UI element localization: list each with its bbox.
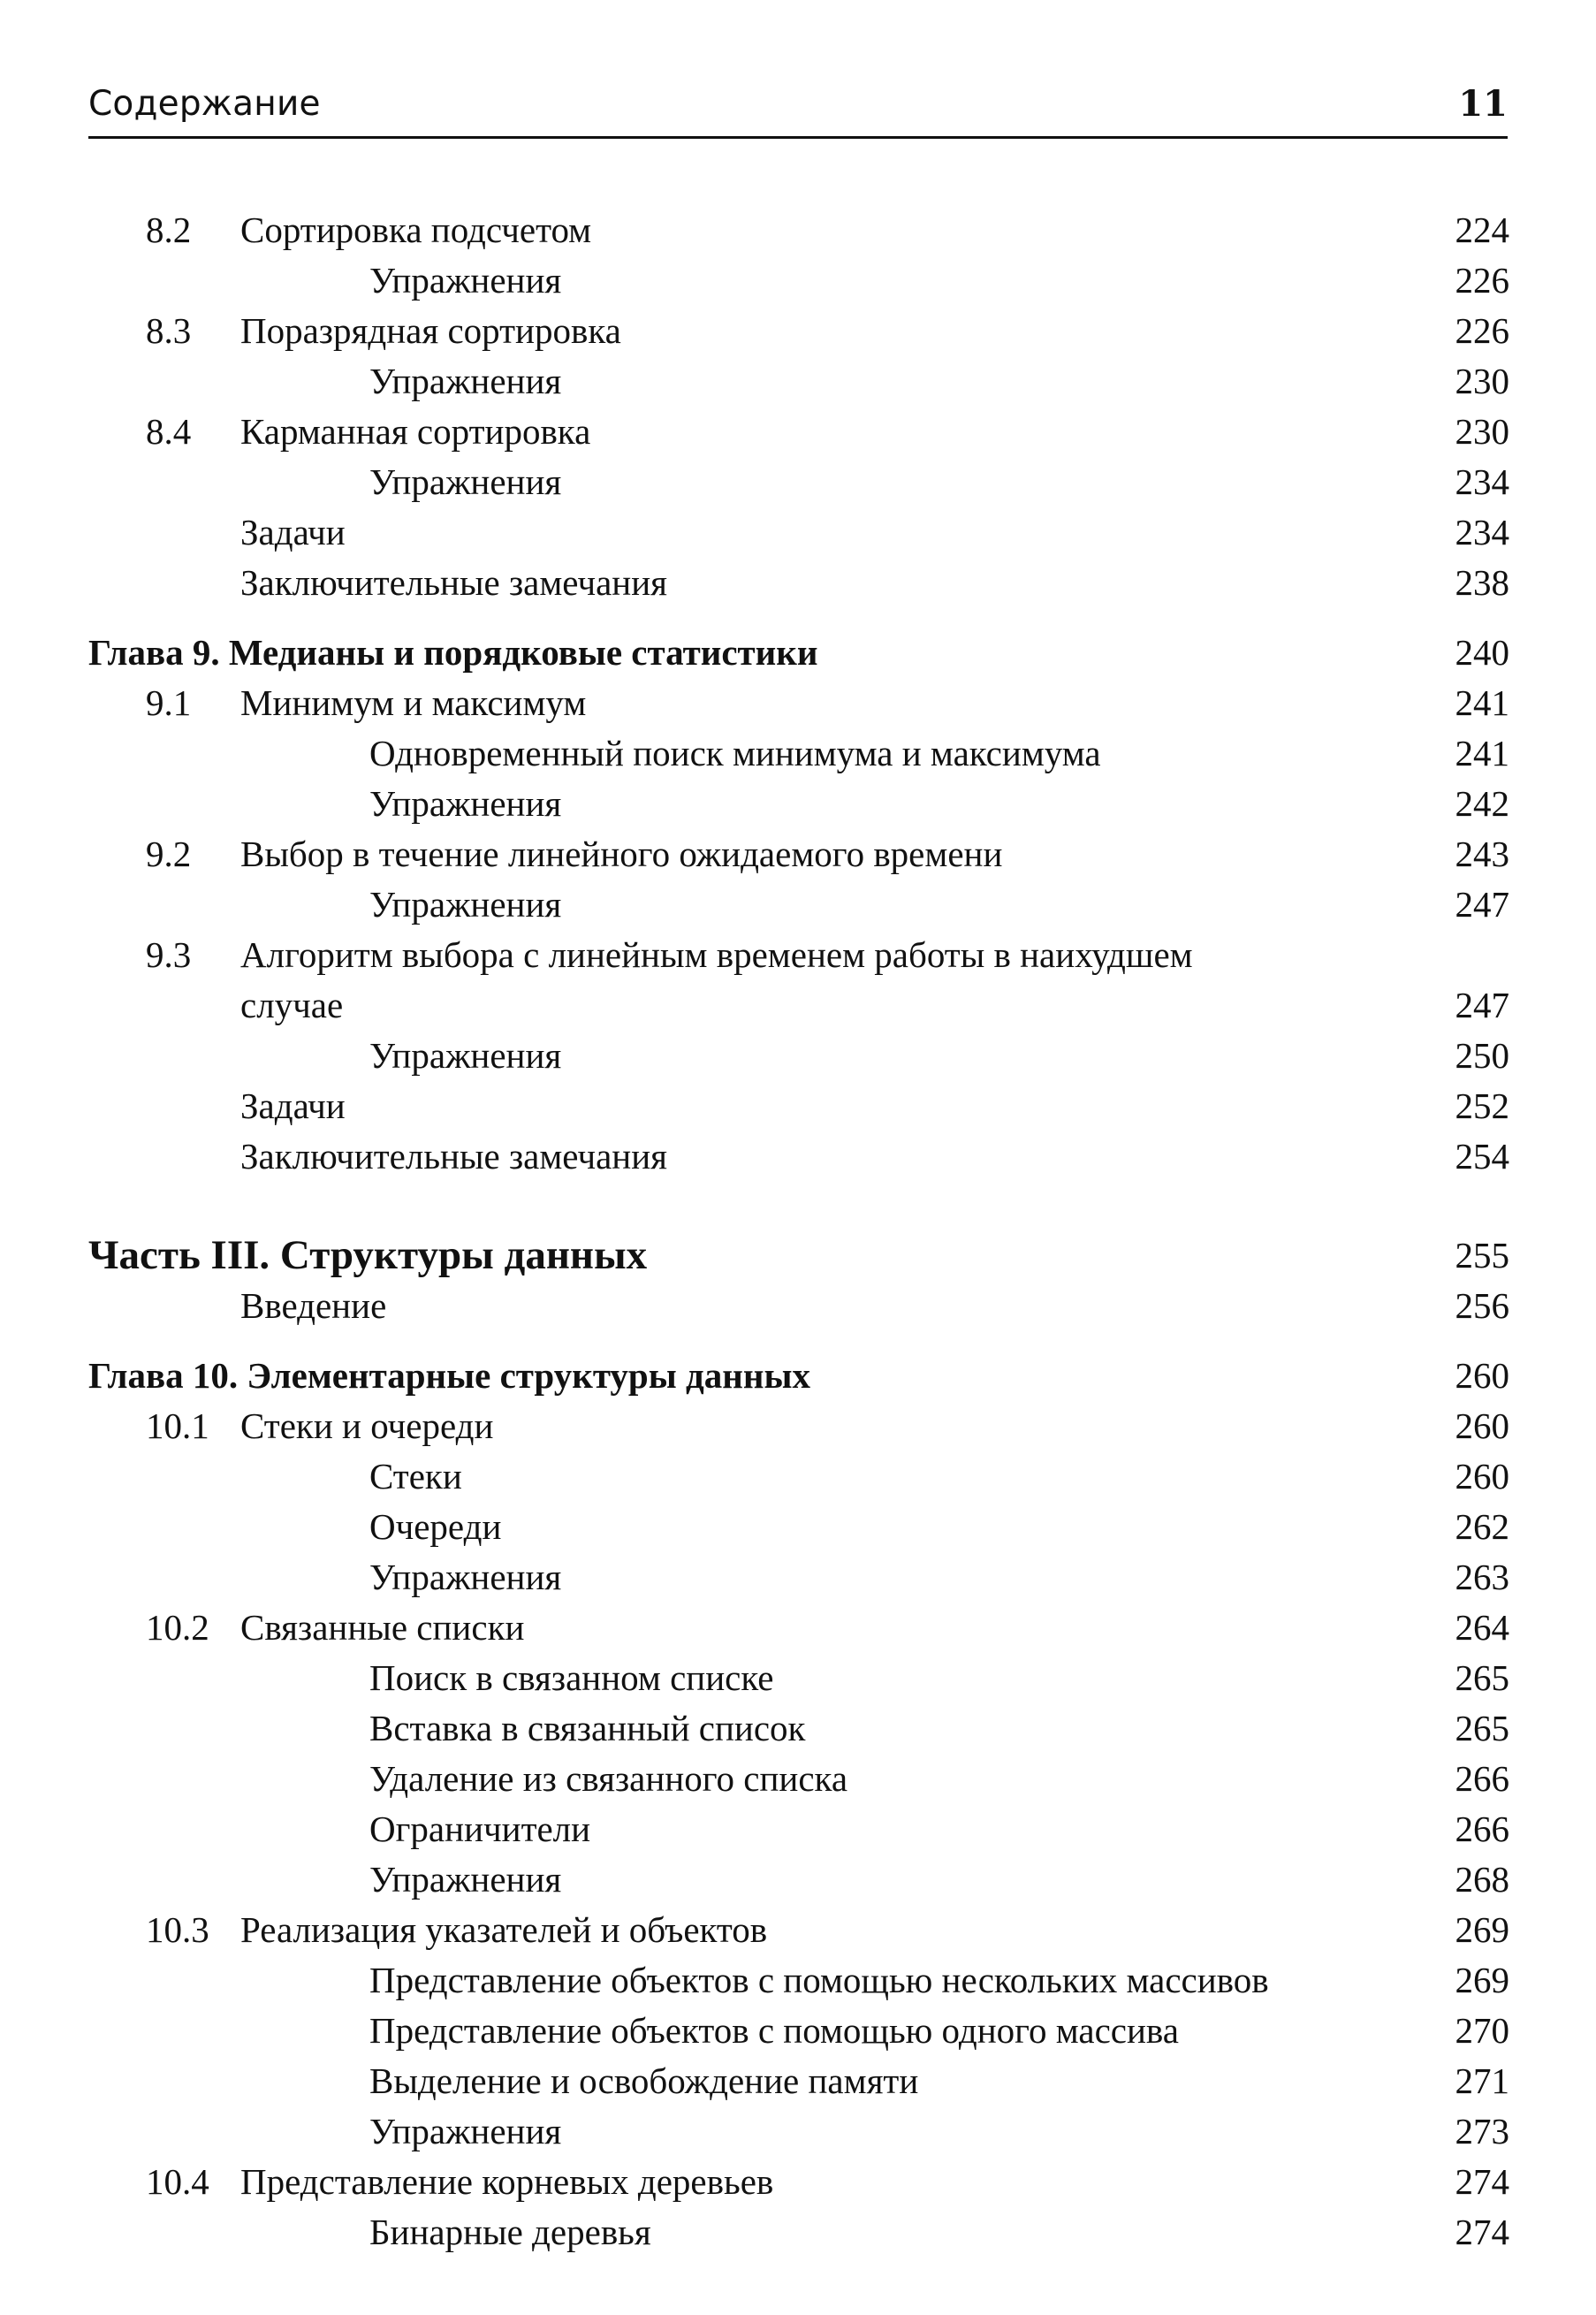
toc-entry-title: Упражнения	[369, 1859, 562, 1900]
toc-entry-chapter	[88, 1351, 1509, 1401]
toc-page-number: 224	[1455, 209, 1509, 250]
spacer	[88, 1182, 1509, 1230]
toc-entry-section	[88, 205, 1509, 255]
toc-page-number: 265	[1455, 1708, 1509, 1748]
toc-entry-notes	[88, 1131, 1509, 1182]
toc-entry-subsection	[88, 728, 1509, 779]
toc-page-number: 260	[1455, 1355, 1509, 1396]
toc-entry-subsection	[88, 2207, 1509, 2258]
toc-page-number: 270	[1455, 2010, 1509, 2051]
toc-entry-title: Заключительные замечания	[240, 1136, 668, 1177]
toc-entry-continuation	[88, 980, 1509, 1031]
toc-page-number: 241	[1455, 682, 1509, 723]
spacer	[88, 1331, 1509, 1351]
toc-page-number: 234	[1455, 512, 1509, 552]
toc-page-number: 263	[1455, 1557, 1509, 1597]
toc-entry-subsection	[88, 1804, 1509, 1854]
toc-entry-title: Упражнения	[369, 1035, 562, 1076]
toc-entry-title: Очереди	[369, 1506, 502, 1547]
toc-entry-title: Связанные списки	[240, 1607, 525, 1648]
toc-page-number: 269	[1455, 1909, 1509, 1950]
toc-entry-title: Заключительные замечания	[240, 562, 668, 603]
toc-entry-section	[88, 2157, 1509, 2207]
toc-section-number: 9.1	[146, 682, 192, 723]
toc-entry-title: Бинарные деревья	[369, 2212, 651, 2252]
toc-section-number: 9.2	[146, 834, 192, 874]
toc-section-number: 8.3	[146, 310, 192, 351]
toc-entry-subsection	[88, 255, 1509, 306]
toc-entry-title: Карманная сортировка	[240, 411, 591, 452]
toc-entry-subsection	[88, 1854, 1509, 1905]
toc-entry-title: Упражнения	[369, 884, 562, 925]
toc-entry-part	[88, 1230, 1509, 1281]
toc-entry-title: Введение	[240, 1285, 387, 1326]
toc-entry-section	[88, 930, 1509, 980]
toc-page-number: 230	[1455, 361, 1509, 401]
toc-section-number: 10.2	[146, 1607, 209, 1648]
toc-chapter-title: Глава 9. Медианы и порядковые статистики	[88, 632, 818, 673]
toc-entry-title: Поразрядная сортировка	[240, 310, 621, 351]
toc-page-number: 243	[1455, 834, 1509, 874]
toc-entry-section	[88, 407, 1509, 457]
toc-entry-subsection	[88, 1955, 1509, 2006]
toc-entry-title: Выделение и освобождение памяти	[369, 2060, 919, 2101]
toc-entry-subsection	[88, 1552, 1509, 1603]
toc-entry-chapter	[88, 628, 1509, 678]
toc-entry-title: Упражнения	[369, 1557, 562, 1597]
toc-page-number: 242	[1455, 783, 1509, 824]
toc-entry-title: Задачи	[240, 512, 346, 552]
toc-entry-title: Представление объектов с помощью нескольких массивов	[369, 1960, 1269, 2000]
toc-entry-subsection	[88, 880, 1509, 930]
toc-page-number: 274	[1455, 2161, 1509, 2202]
toc-page-number: 238	[1455, 562, 1509, 603]
toc-section-number: 10.1	[146, 1405, 209, 1446]
toc-section-number: 10.4	[146, 2161, 209, 2202]
toc-part-title: Часть III. Структуры данных	[88, 1232, 648, 1278]
toc-entry-title: Стеки	[369, 1456, 462, 1496]
toc-entry-title: Представление корневых деревьев	[240, 2161, 774, 2202]
toc-entry-section	[88, 678, 1509, 728]
toc-entry-title: Вставка в связанный список	[369, 1708, 806, 1748]
toc-page-number: 247	[1455, 884, 1509, 925]
toc-entry-title: Минимум и максимум	[240, 682, 587, 723]
toc-entry-title: Алгоритм выбора с линейным временем работы в наихудшем	[240, 934, 1193, 975]
toc-entry-subsection	[88, 1703, 1509, 1754]
toc-page-number: 260	[1455, 1405, 1509, 1446]
toc-entry-subsection	[88, 2106, 1509, 2157]
toc-page-number: 256	[1455, 1285, 1509, 1326]
toc-page-number: 254	[1455, 1136, 1509, 1177]
toc-entry-title: Реализация указателей и объектов	[240, 1909, 768, 1950]
toc-entry-subsection	[88, 779, 1509, 829]
toc-entry-subsection	[88, 2006, 1509, 2056]
toc-page-number: 271	[1455, 2060, 1509, 2101]
toc-page-number: 250	[1455, 1035, 1509, 1076]
toc-entry-section	[88, 306, 1509, 356]
toc-entry-subsection	[88, 457, 1509, 507]
toc-page-number: 252	[1455, 1085, 1509, 1126]
toc-entry-problems	[88, 1081, 1509, 1131]
toc-entry-title: случае	[240, 985, 344, 1025]
toc-entry-section	[88, 1603, 1509, 1653]
toc-section-number: 9.3	[146, 934, 192, 975]
toc-entry-title: Упражнения	[369, 461, 562, 502]
toc-entry-title: Упражнения	[369, 2111, 562, 2151]
toc-page-number: 265	[1455, 1657, 1509, 1698]
toc-entry-subsection	[88, 2056, 1509, 2106]
toc-chapter-title: Глава 10. Элементарные структуры данных	[88, 1355, 810, 1396]
toc-entry-section	[88, 1401, 1509, 1451]
toc-page-number: 260	[1455, 1456, 1509, 1496]
toc-page-number: 240	[1455, 632, 1509, 673]
toc-page-number: 273	[1455, 2111, 1509, 2151]
toc-page-number: 264	[1455, 1607, 1509, 1648]
toc-entry-subsection	[88, 1502, 1509, 1552]
toc-entry-title: Одновременный поиск минимума и максимума	[369, 733, 1101, 773]
toc-entry-subsection	[88, 1653, 1509, 1703]
toc-entry-title: Упражнения	[369, 260, 562, 301]
table-of-contents	[88, 205, 1509, 2258]
toc-entry-introduction	[88, 1281, 1509, 1331]
toc-entry-subsection	[88, 1031, 1509, 1081]
toc-entry-problems	[88, 507, 1509, 558]
toc-entry-subsection	[88, 356, 1509, 407]
toc-section-number: 10.3	[146, 1909, 209, 1950]
toc-entry-subsection	[88, 1754, 1509, 1804]
running-header	[88, 81, 1508, 139]
toc-entry-section	[88, 829, 1509, 880]
toc-entry-notes	[88, 558, 1509, 608]
toc-entry-title: Выбор в течение линейного ожидаемого времени	[240, 834, 1003, 874]
toc-entry-title: Поиск в связанном списке	[369, 1657, 774, 1698]
toc-page-number: 266	[1455, 1809, 1509, 1849]
toc-page-number: 274	[1455, 2212, 1509, 2252]
toc-entry-subsection	[88, 1451, 1509, 1502]
toc-entry-title: Удаление из связанного списка	[369, 1758, 848, 1799]
toc-section-number: 8.4	[146, 411, 192, 452]
toc-page-number: 226	[1455, 310, 1509, 351]
toc-entry-title: Сортировка подсчетом	[240, 209, 592, 250]
toc-entry-title: Упражнения	[369, 361, 562, 401]
toc-page-number: 262	[1455, 1506, 1509, 1547]
toc-entry-title: Представление объектов с помощью одного массива	[369, 2010, 1179, 2051]
toc-page-number: 247	[1455, 985, 1509, 1025]
toc-section-number: 8.2	[146, 209, 192, 250]
toc-entry-title: Упражнения	[369, 783, 562, 824]
toc-entry-title: Стеки и очереди	[240, 1405, 494, 1446]
page-number: 11	[1458, 83, 1508, 125]
toc-page-number: 266	[1455, 1758, 1509, 1799]
toc-page-number: 241	[1455, 733, 1509, 773]
toc-entry-title: Ограничители	[369, 1809, 591, 1849]
toc-page-number: 268	[1455, 1859, 1509, 1900]
toc-page-number: 230	[1455, 411, 1509, 452]
toc-page-number: 226	[1455, 260, 1509, 301]
toc-page-number: 269	[1455, 1960, 1509, 2000]
toc-page-number: 255	[1455, 1235, 1509, 1276]
toc-entry-title: Задачи	[240, 1085, 346, 1126]
running-title: Содержание	[88, 84, 321, 124]
spacer	[88, 608, 1509, 628]
toc-entry-section	[88, 1905, 1509, 1955]
toc-page-number: 234	[1455, 461, 1509, 502]
